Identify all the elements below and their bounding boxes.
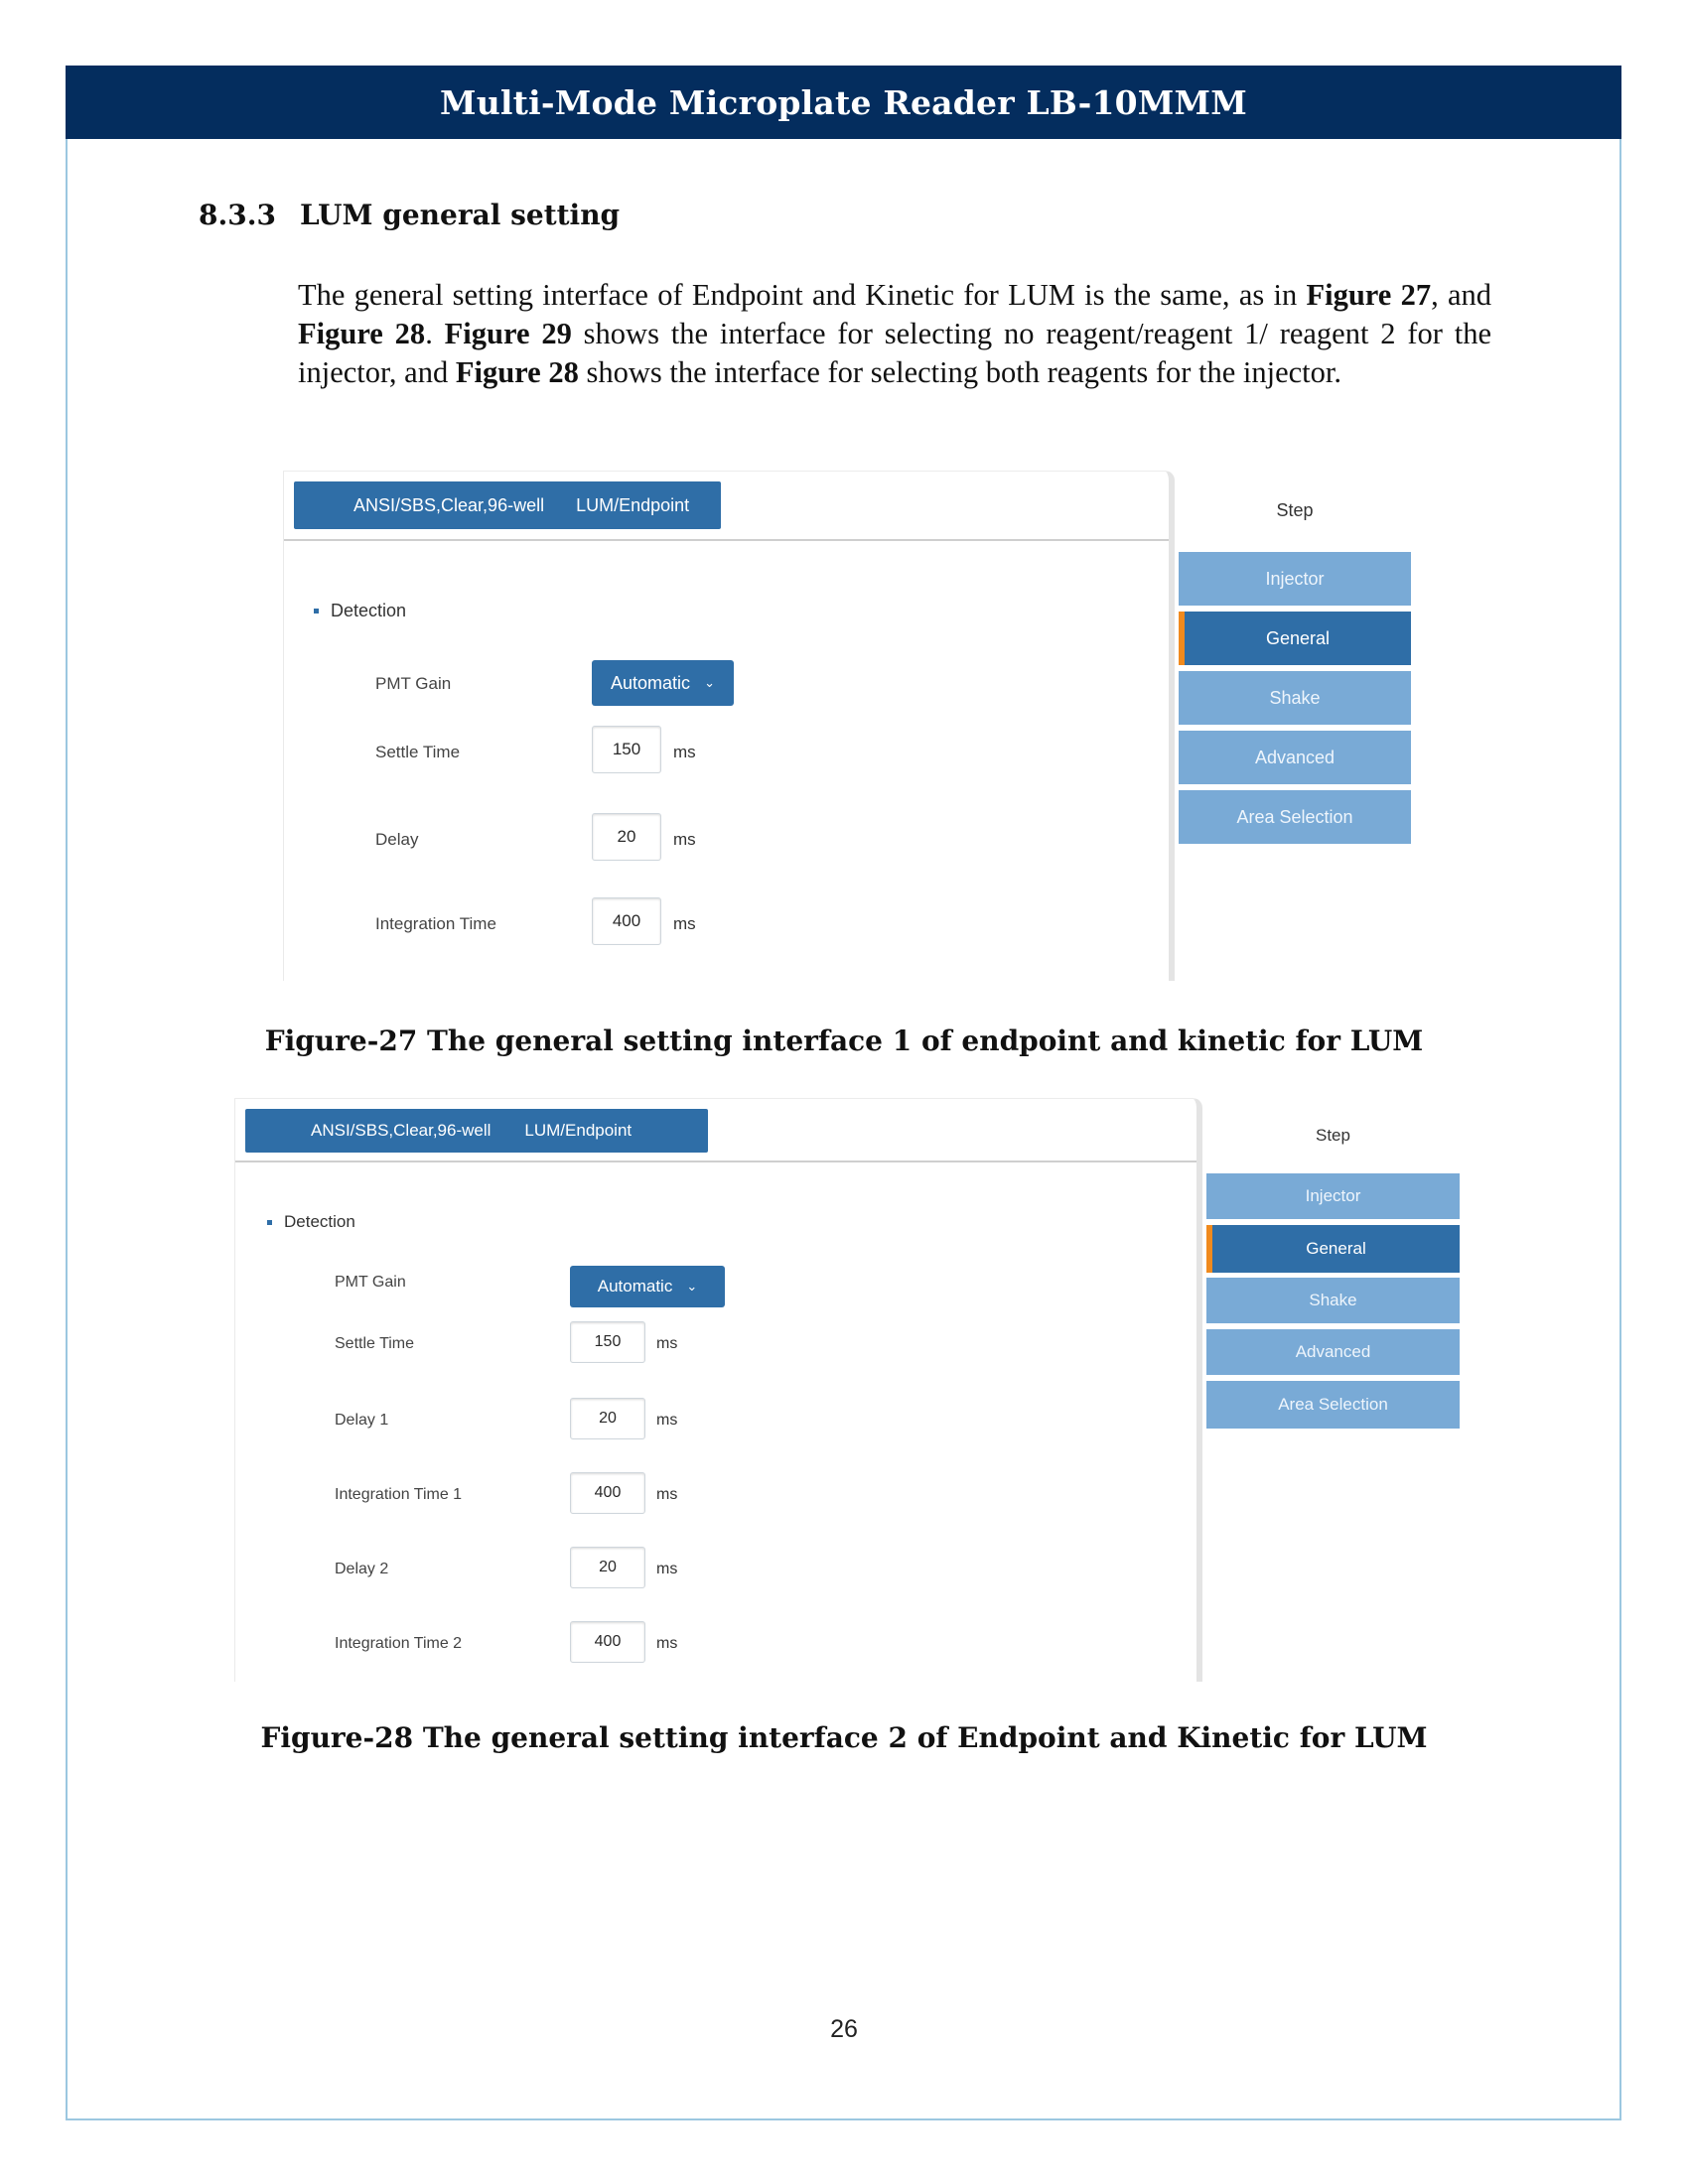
step-label: Advanced (1295, 1342, 1371, 1361)
step-title: Step (1316, 1126, 1350, 1145)
pmt-gain-label: PMT Gain (375, 674, 452, 693)
settings-panel (283, 471, 1175, 981)
figure-ref: Figure 27 (1306, 278, 1432, 312)
integration-time-1-value: 400 (594, 1484, 622, 1501)
settings-panel (234, 1098, 1202, 1682)
step-label: Shake (1309, 1291, 1357, 1309)
paragraph-text: The general setting interface of Endpoint and Kinetic for LUM is the same, as in (298, 278, 1307, 312)
step-label: Injector (1265, 568, 1325, 589)
unit-label: ms (673, 743, 696, 761)
figure-28-screenshot (234, 1098, 1460, 1682)
step-title: Step (1276, 500, 1314, 520)
pmt-gain-value: Automatic (611, 672, 691, 693)
unit-label: ms (656, 1486, 678, 1503)
delay-2-value: 20 (599, 1559, 617, 1575)
settle-time-label: Settle Time (335, 1335, 415, 1352)
plate-info-bar (245, 1109, 708, 1153)
unit-label: ms (673, 830, 696, 849)
delay-label: Delay (375, 830, 419, 849)
step-sidebar (1206, 1098, 1460, 1682)
settle-time-input[interactable] (570, 1321, 645, 1363)
figure-28-caption: Figure-28 The general setting interface 2 of Endpoint and Kinetic for LUM (260, 1721, 1428, 1754)
step-area-selection[interactable] (1206, 1381, 1460, 1429)
pmt-gain-dropdown[interactable] (592, 660, 734, 706)
delay-1-value: 20 (599, 1410, 617, 1427)
delay-input[interactable] (592, 813, 661, 861)
page-number: 26 (830, 2015, 858, 2043)
figure-ref: Figure 28 (455, 355, 579, 389)
delay-value: 20 (617, 827, 636, 846)
unit-label: ms (656, 1412, 678, 1429)
section-heading (199, 199, 620, 231)
settle-time-input[interactable] (592, 726, 661, 773)
chevron-down-icon: ⌄ (686, 1279, 698, 1294)
step-injector[interactable] (1206, 1173, 1460, 1219)
step-label: Area Selection (1278, 1395, 1388, 1414)
integration-time-2-value: 400 (594, 1633, 622, 1650)
read-mode: LUM/Endpoint (576, 494, 690, 515)
figure-27-screenshot (283, 471, 1411, 981)
delay-2-input[interactable] (570, 1547, 645, 1588)
delay-1-input[interactable] (570, 1398, 645, 1439)
detection-heading (314, 601, 406, 621)
settle-time-label: Settle Time (375, 743, 461, 761)
unit-label: ms (673, 914, 696, 933)
unit-label: ms (656, 1635, 678, 1652)
step-general[interactable] (1206, 1225, 1460, 1273)
document-title: Multi-Mode Microplate Reader LB-10MMM (440, 82, 1247, 122)
integration-time-input[interactable] (592, 897, 661, 945)
integration-time-2-input[interactable] (570, 1621, 645, 1663)
paragraph-text: shows the interface for selecting both reagents for the injector. (578, 355, 1341, 389)
section-number: 8.3.3 (199, 199, 276, 231)
plate-type: ANSI/SBS,Clear,96-well (353, 494, 545, 515)
step-shake[interactable] (1206, 1278, 1460, 1323)
step-label: Shake (1269, 687, 1321, 708)
delay-2-label: Delay 2 (335, 1561, 389, 1577)
step-label: General (1265, 627, 1331, 648)
pmt-gain-value: Automatic (597, 1277, 673, 1296)
step-shake[interactable] (1179, 671, 1411, 725)
step-label: Area Selection (1236, 806, 1353, 827)
step-injector[interactable] (1179, 552, 1411, 606)
step-area-selection[interactable] (1179, 790, 1411, 844)
intro-paragraph (298, 276, 1491, 392)
step-label: General (1306, 1239, 1366, 1258)
step-advanced[interactable] (1179, 731, 1411, 784)
settle-time-value: 150 (612, 740, 641, 758)
unit-label: ms (656, 1561, 678, 1577)
figure-ref: Figure 29 (444, 317, 572, 350)
plate-type: ANSI/SBS,Clear,96-well (311, 1121, 492, 1140)
unit-label: ms (656, 1335, 678, 1352)
figure-ref: Figure 28 (298, 317, 426, 350)
settle-time-value: 150 (594, 1333, 622, 1350)
pmt-gain-label: PMT Gain (335, 1274, 406, 1291)
read-mode: LUM/Endpoint (524, 1121, 633, 1140)
integration-time-value: 400 (612, 911, 641, 930)
integration-time-1-input[interactable] (570, 1472, 645, 1514)
divider (235, 1160, 1196, 1162)
plate-info-bar (294, 481, 721, 529)
step-advanced[interactable] (1206, 1329, 1460, 1375)
integration-time-2-label: Integration Time 2 (335, 1635, 463, 1652)
pmt-gain-dropdown[interactable] (570, 1266, 725, 1307)
figure-27-caption: Figure-27 The general setting interface 1 of endpoint and kinetic for LUM (264, 1024, 1424, 1057)
detection-label: Detection (331, 601, 407, 620)
section-title: LUM general setting (299, 199, 621, 231)
paragraph-text: , and (1431, 278, 1492, 312)
bullet-icon (267, 1220, 272, 1225)
step-general[interactable] (1179, 612, 1411, 665)
integration-time-label: Integration Time (375, 914, 496, 933)
step-label: Injector (1305, 1186, 1361, 1205)
page-header (66, 66, 1621, 139)
detection-label: Detection (284, 1212, 355, 1231)
step-label: Advanced (1254, 747, 1336, 767)
divider (284, 539, 1169, 541)
paragraph-text: . (425, 317, 445, 350)
chevron-down-icon: ⌄ (704, 675, 715, 690)
bullet-icon (314, 609, 319, 614)
delay-1-label: Delay 1 (335, 1412, 389, 1429)
paragraph-text: shows the interface for selecting no reagent/reagent 1/ reagent 2 for the injector, and (298, 317, 1492, 389)
integration-time-1-label: Integration Time 1 (335, 1486, 463, 1503)
step-sidebar (1179, 471, 1411, 981)
detection-heading (267, 1212, 355, 1232)
